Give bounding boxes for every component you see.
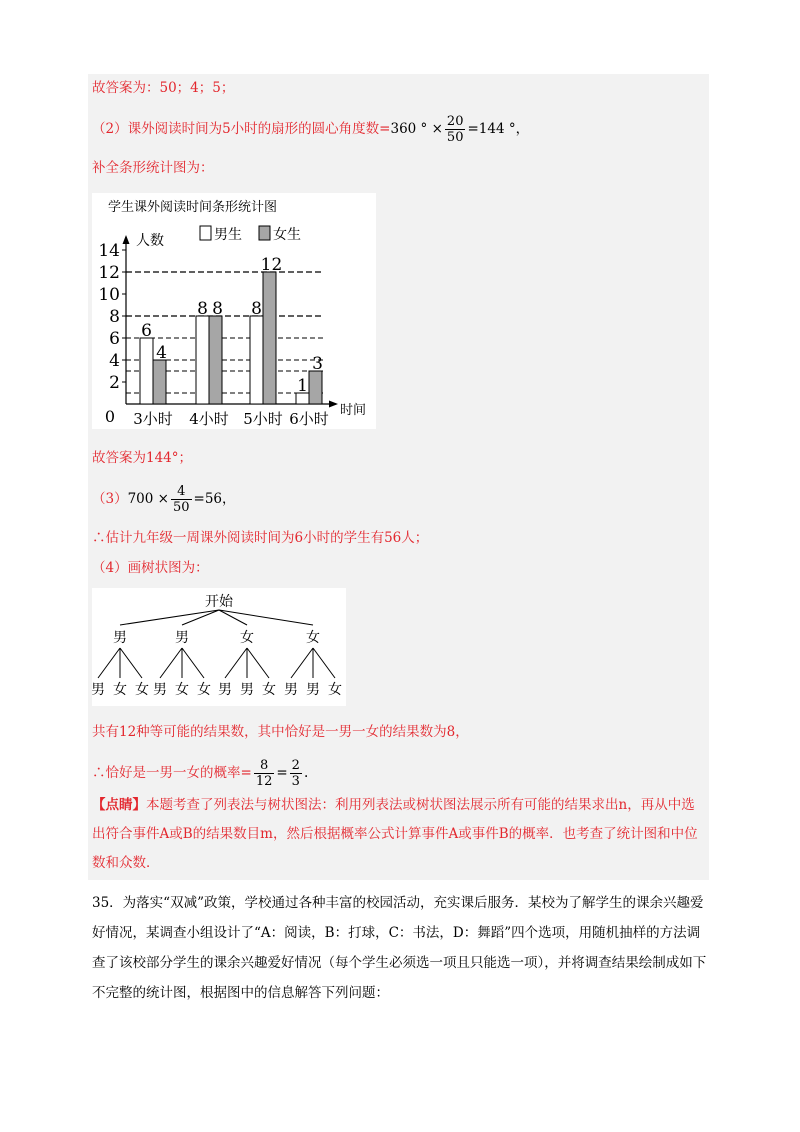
tree-lines [98,610,335,678]
comment-tag: 【点睛】 [92,797,146,813]
tree-level1-node: 女 [306,630,320,646]
answer-line-4: 故答案为144°； [92,450,193,466]
tree-branch [160,648,182,678]
y-tick-label: 10 [98,285,120,305]
estimate-result: =56， [193,491,236,507]
angle-fraction-num: 20 [446,114,464,129]
answer-line-7: （4）画树状图为： [92,560,209,576]
tree-level1-node: 男 [113,630,127,646]
answer-line-8: 共有12种等可能的结果数，其中恰好是一男一女的结果数为8， [92,724,469,740]
tree-leaf-node: 女 [135,682,149,698]
angle-expr: 360 ° × [390,121,443,137]
tree-branch [291,648,313,678]
angle-result: =144 °， [467,121,530,137]
tree-branch [182,610,219,625]
y-tick-label: 8 [109,307,120,327]
legend-swatch-girls [259,226,270,240]
answer-line-5 [92,484,236,515]
tree-branch [247,648,269,678]
tree-root: 开始 [205,594,233,610]
tree-branch [225,648,247,678]
estimate-label: （3） [92,491,128,507]
bar-value-label: 8 [251,299,262,319]
x-tick-label: 6小时 [289,410,329,428]
y-axis-label: 人数 [136,233,164,249]
chart-labels [98,232,366,428]
x-tick-label: 3小时 [133,410,173,428]
legend-swatch-boys [200,226,211,240]
probability-fraction-2 [290,758,302,789]
tree-leaf-node: 女 [262,682,276,698]
bar-girls [209,316,222,404]
bar-boys [250,316,263,404]
answer-line-1: 故答案为：50；4；5； [92,80,235,96]
tree-leaf-node: 男 [306,682,320,698]
tree-leaf-node: 女 [113,682,127,698]
y-tick-label: 14 [98,241,120,261]
y-tick-label: 12 [98,263,120,283]
tree-level1-node: 男 [175,630,189,646]
bar-girls [263,272,276,404]
comment-text: 本题考查了列表法与树状图法：利用列表法或树状图法展示所有可能的结果求出n，再从中选出符合事件A或B的结果数目m，然后根据概率公式计算事件A或事件B的概率．也考查了统计图和中位数和众数． [92,797,698,871]
bar-value-label: 1 [297,376,308,396]
bar-chart [92,193,376,429]
tree-diagram-figure [92,588,346,706]
estimate-fraction-num: 4 [171,484,192,500]
question-35: 35．为落实“双减”政策，学校通过各种丰富的校园活动，充实课后服务．某校为了解学生的课余兴趣爱好情况，某调查小组设计了“A：阅读，B：打球，C：书法，D：舞蹈”四个选项，用随机抽样的方法调查了该校部分学生的课余兴趣爱好情况（每个学生必须选一项且只能选一项），并将调查结果绘制成如下不完整的统计图，根据图中的信息解答下列问题： [92,895,707,1001]
x-tick-label: 4小时 [189,410,229,428]
tree-diagram [92,588,346,706]
bar-boys [140,338,153,404]
tree-leaf-node: 男 [240,682,254,698]
angle-text: （2）课外阅读时间为5小时的扇形的圆心角度数= [92,121,391,137]
tree-nodes [92,594,342,698]
tree-level1-node: 女 [240,630,254,646]
estimate-fraction [171,484,192,515]
legend-label-boys: 男生 [214,227,242,243]
y-tick-label: 6 [109,329,120,349]
probability-text: ∴恰好是一男一女的概率= [92,765,252,781]
tree-leaf-node: 女 [197,682,211,698]
y-tick-label: 4 [109,351,120,371]
probability-equals: = [276,765,288,781]
bar-value-label: 4 [156,343,167,363]
tree-leaf-node: 男 [218,682,232,698]
prob-den-1: 12 [255,774,273,789]
bar-value-label: 8 [212,299,223,319]
prob-num-2: 2 [291,758,300,773]
bar-value-label: 8 [197,299,208,319]
x-tick-label: 5小时 [243,410,283,428]
answer-line-6: ∴估计九年级一周课外阅读时间为6小时的学生有56人； [92,530,429,546]
estimate-fraction-den: 50 [172,500,190,515]
answer-line-9 [92,758,308,789]
bar-girls [153,360,166,404]
y-tick-label: 2 [109,373,120,393]
tree-leaf-node: 女 [175,682,189,698]
tree-leaf-node: 女 [328,682,342,698]
tree-leaf-node: 男 [92,682,105,698]
tree-leaf-node: 男 [153,682,167,698]
prob-num-1: 8 [254,758,275,774]
bar-girls [309,371,322,404]
y-tick-label: 0 [104,407,115,426]
bar-value-label: 3 [312,354,323,374]
angle-fraction-den: 50 [446,130,464,145]
legend-label-girls: 女生 [273,227,301,243]
comment-paragraph [92,791,708,878]
tree-branch [313,648,335,678]
answer-line-2 [92,114,529,145]
y-axis-arrow [123,235,130,244]
chart-legend [200,226,301,243]
tree-branch [98,648,120,678]
tree-leaf-node: 男 [284,682,298,698]
estimate-expr: 700 × [127,491,169,507]
bar-value-label: 12 [260,255,283,275]
x-axis-label: 时间 [340,403,367,418]
chart-title: 学生课外阅读时间条形统计图 [108,200,278,215]
tree-branch [120,610,219,625]
bar-chart-figure [92,193,376,429]
tree-branch [182,648,204,678]
probability-fraction-1 [254,758,275,789]
x-axis-arrow [329,401,338,408]
probability-end: . [303,765,309,781]
prob-den-2: 3 [291,774,300,789]
bar-value-label: 6 [141,321,152,341]
bar-boys [196,316,209,404]
angle-fraction [445,114,466,145]
answer-line-3: 补全条形统计图为： [92,160,214,176]
tree-branch [120,648,142,678]
